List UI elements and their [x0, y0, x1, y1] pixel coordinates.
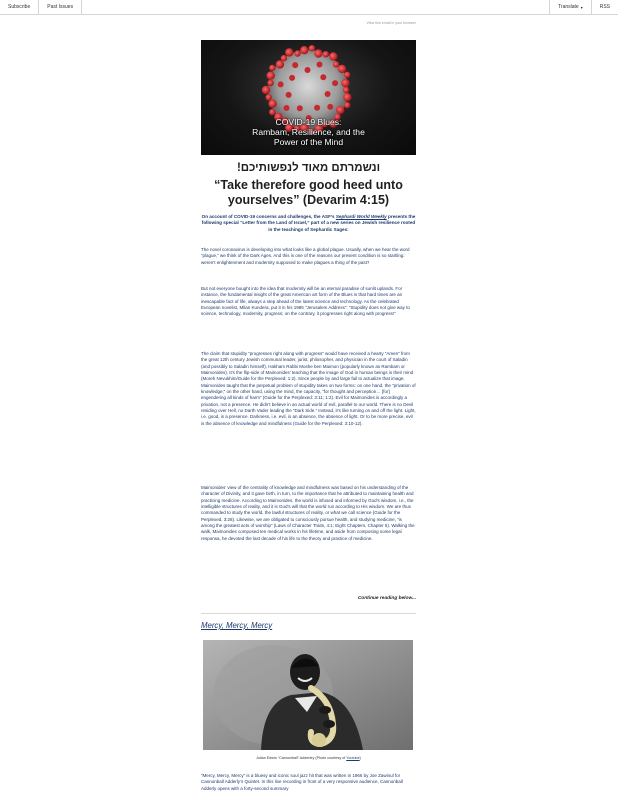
virus-spike: [314, 105, 320, 111]
virus-spike: [289, 75, 295, 81]
virus-spike: [336, 106, 344, 114]
virus-spike: [278, 81, 284, 87]
virus-spike: [269, 65, 275, 71]
virus-spike: [325, 91, 331, 97]
virus-spike: [276, 60, 284, 68]
article-intro: [201, 214, 416, 233]
hero-title-line-3: Power of the Mind: [273, 137, 344, 147]
virus-spike: [327, 104, 333, 110]
saxophonist-illustration: [203, 640, 413, 750]
rss-link[interactable]: RSS: [591, 0, 618, 14]
caption-close: ): [359, 756, 361, 760]
virus-spike: [317, 62, 323, 68]
photo-caption: [201, 756, 416, 760]
chevron-down-icon: ▾: [580, 4, 583, 10]
intro-text-start: On account of COVID-19 concerns and challenges, the ASF’s: [201, 214, 336, 219]
caption-text: Julian Edwin “Cannonball” Adderley (Photo courtesy of: [256, 756, 347, 760]
article-title: “Take therefore good heed unto yourselves” (Devarim 4:15): [214, 178, 403, 207]
youtube-link[interactable]: Youtube: [346, 756, 360, 760]
section-divider: [201, 613, 416, 614]
virus-spike: [344, 102, 350, 108]
hero-title: [201, 117, 416, 147]
virus-spike: [286, 92, 292, 98]
continue-reading-link[interactable]: Continue reading below...: [357, 596, 416, 601]
paragraph-2: But not everyone bought into the idea that modernity will be an eternal paradise of sunlit uplands. For instance, the fundamental insight of the great American art form of the Blues is that hard times are an inescapable fact of life, always a step ahead of the latest science and technology. As the celebrated European novelist, Milan Kundera, put it in his 1985 “Jerusalem Address”: “Stupidity does not give way to science, technology, modernity, progress; on the contrary, it progresses right along with progress!”: [201, 286, 410, 317]
hero-title-line-2: Rambam, Resilience, and the: [252, 127, 365, 137]
sephardi-world-weekly-link[interactable]: Sephardi World Weekly: [335, 214, 387, 219]
translate-dropdown[interactable]: [549, 0, 591, 14]
virus-spike: [320, 74, 326, 80]
virus-spike: [344, 72, 350, 78]
virus-spike: [281, 55, 287, 61]
virus-spike: [332, 80, 338, 86]
hero-image: [201, 40, 416, 155]
translate-label: Translate: [558, 4, 579, 10]
past-issues-link[interactable]: Past Issues: [39, 0, 82, 14]
virus-spike: [343, 87, 349, 93]
virus-spike: [269, 109, 275, 115]
virus-spike: [309, 45, 315, 51]
paragraph-5: “Mercy, Mercy, Mercy” is a bluesy and iconic soul jazz hit that was written in 1966 by Joe Zawinul for Cannonball Adderly’s Quintet. In this live recording in front of a very responsive audience, Cannonball Adderly opens with a forty-second summary: [201, 773, 403, 791]
hebrew-title: ונשמרתם מאוד לנפשותיכם!: [236, 162, 381, 174]
hero-title-line-1: COVID-19 Blues:: [275, 117, 342, 127]
virus-spike: [314, 49, 322, 57]
virus-spike: [285, 48, 293, 56]
virus-spike: [323, 51, 329, 57]
paragraph-3: The claim that stupidity “progresses right along with progress” would have received a hearty “Amen” from the great 12th century Jewish communal leader, jurist, philosopher, and physician in the court of Saladin (and possibly to Saladin himself), Hakham Rabbi Moshe ben Maimon (popularly known as Rambam or Maimonides). It’s the flip-side of Maimonides’ teaching that the image of God in human beings is their mind (Moreh Nevukhim/Guide for the Perplexed: 1:2). Since people by and large fail to actualize that image, Maimonides taught that the perpetual problem of stupidity takes on two forms: on one hand, the “privation of knowledge;” on the other hand, using the mind, the capacity, “for thought and perception… [for] engendering all kinds of harm” (Guide for the Perplexed: 3:11; 1:2). Evil for Maimonides is accordingly a privation, not a presence. He didn’t believe in an actual world of evil, parallel to our world. There is no Devil residing over Hell, no Darth Vader leading the “Dark Side.” Instead, it’s like turning on and off the light. Light, i.e. good, is a presence. Darkness, i.e. evil, is an absence, the absence of light. Or to be more precise, evil is the absence of knowledge and mindfulness (Guide for the Perplexed: 3:10-12).: [201, 351, 416, 426]
paragraph-1: The novel coronavirus is developing into what looks like a global plague. Usually, when we hear the word “plague,” we think of the Dark Ages. And this is one of the reasons our present condition is so startling: weren’t enlightenment and modernity supposed to make plagues a thing of the past?: [201, 247, 410, 265]
virus-spike: [267, 80, 273, 86]
virus-spike: [297, 105, 303, 111]
paragraph-4: Maimonides’ view of the centrality of knowledge and mindfulness was based on his understanding of the character of Divinity, and it gave birth, in turn, to the importance that he attributed to maintaining health and practicing medicine. According to Maimonides, the world is infused and informed by God’s wisdom, i.e., the intelligible structures of reality, and it is God’s will that the world run according to His wisdom. We are thus commanded to study the world, the lawful structures of reality, or what we call science (Guide for the Perplexed, 3:28). Likewise, we are obligated to consciously pursue health, and studying medicine, “is among the greatest acts of worship” (Laws of Character Traits, 4:1; Eight Chapters, Chapter 5). Walking the walk, Maimonides composed ten medical works in his lifetime, and aside from composing some legal responsa, he devoted the last decade of his life to the theory and practice of medicine.: [201, 485, 415, 541]
adderley-photo: [203, 640, 413, 750]
mercy-section-title-link[interactable]: Mercy, Mercy, Mercy: [201, 621, 273, 630]
virus-spike: [343, 93, 351, 101]
virus-spike: [329, 52, 337, 60]
virus-spike: [300, 46, 308, 54]
virus-spike: [305, 67, 311, 73]
virus-spike: [266, 94, 272, 100]
virus-spike: [268, 100, 276, 108]
virus-spike: [341, 79, 349, 87]
subscribe-link[interactable]: Subscribe: [0, 0, 39, 14]
intro-text-end: presents the following special “Letter from the Land of Israel,” part of a new series on Jewish resilience rooted in the teachings of Sephardic Sages:: [201, 214, 416, 232]
view-in-browser-link[interactable]: View this email in your browser: [366, 21, 416, 25]
virus-spike: [267, 71, 275, 79]
virus-spike: [338, 65, 346, 73]
virus-spike: [262, 86, 270, 94]
virus-spike: [294, 50, 300, 56]
virus-spike: [292, 62, 298, 68]
virus-spike: [284, 105, 290, 111]
virus-spike: [333, 61, 339, 67]
top-bar: [0, 0, 618, 15]
